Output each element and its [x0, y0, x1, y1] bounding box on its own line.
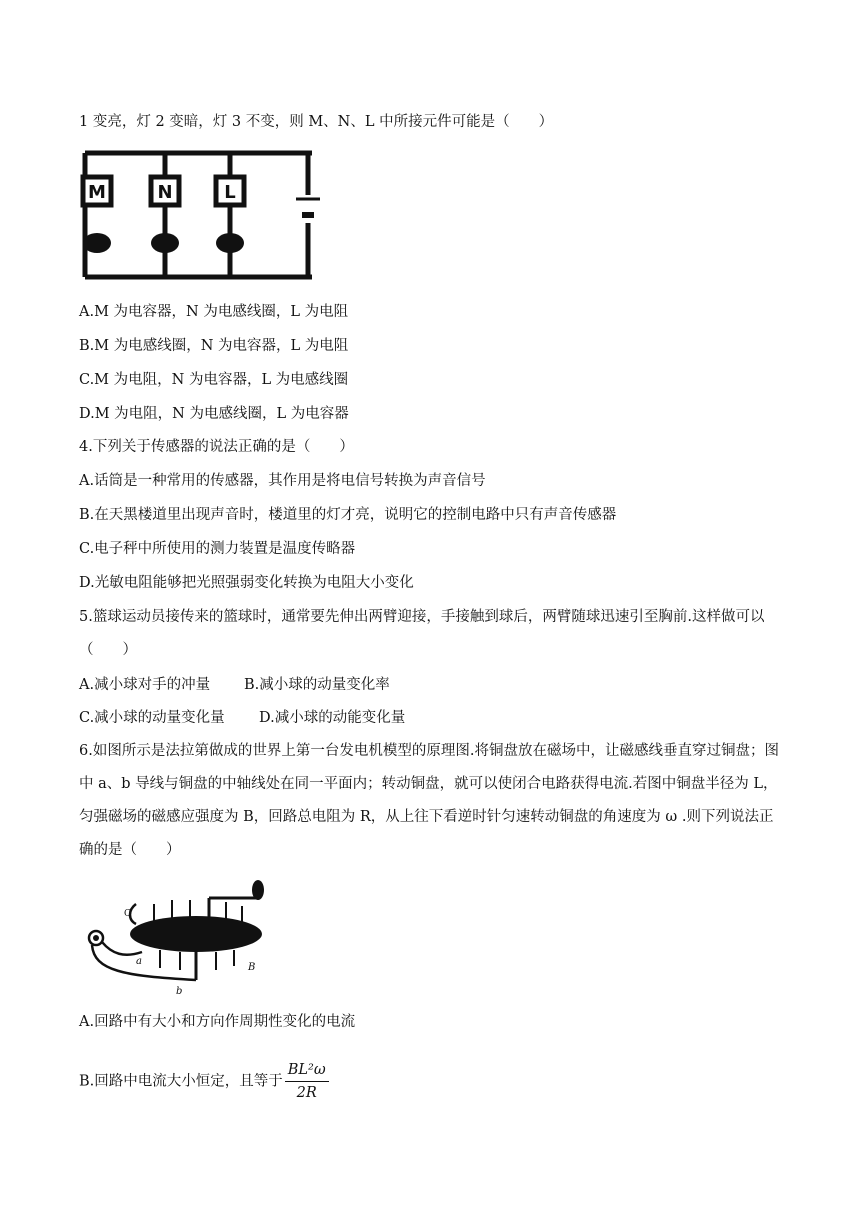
current-formula [285, 1060, 329, 1103]
lamp-3 [216, 233, 244, 253]
q4-option-b: B.在天黑楼道里出现声音时，楼道里的灯才亮，说明它的控制电路中只有声音传感器 [79, 507, 617, 523]
q3-option-d: D.M 为电阻，N 为电感线圈，L 为电容器 [79, 406, 349, 422]
q6-option-b-row [79, 1060, 329, 1103]
component-label-n: N [157, 182, 173, 203]
q5-option-c: C.减小球的动量变化量 [79, 710, 225, 726]
q5-option-d: D.减小球的动能变化量 [259, 710, 406, 726]
component-box-l [216, 177, 244, 205]
copper-disk [130, 916, 262, 952]
q5-options-row-2 [79, 708, 405, 728]
q4-option-d: D.光敏电阻能够把光照强弱变化转换为电阻大小变化 [79, 575, 414, 591]
q6-option-b: B.回路中电流大小恒定，且等于 [79, 1073, 283, 1090]
circuit-diagram [80, 145, 325, 285]
crank-handle [252, 880, 264, 900]
formula-denominator: 2R [296, 1085, 317, 1101]
label-field-b: B [248, 962, 256, 973]
label-a: a [136, 956, 142, 967]
q4-stem: 4.下列关于传感器的说法正确的是（ ） [79, 439, 354, 455]
q6-option-a: A.回路中有大小和方向作周期性变化的电流 [79, 1014, 356, 1030]
lamp-2 [151, 233, 179, 253]
q4-option-c: C.电子秤中所使用的测力装置是温度传略器 [79, 541, 356, 557]
faraday-disk-diagram [84, 876, 274, 1006]
q6-stem: 6.如图所示是法拉第做成的世界上第一台发电机模型的原理图.将铜盘放在磁场中，让磁感线垂直穿过铜盘；图中 a、b 导线与铜盘的中轴线处在同一平面内；转动铜盘，就可以使闭合电路获得电流.若图中铜盘半径为 L，匀强磁场的磁感应强度为 B，回路总电阻为 R，从上往下看逆时针匀速转动铜盘的角速度为 ω .则下列说法正确的是（ ） [79, 743, 779, 858]
component-box-n [151, 177, 179, 205]
q5-option-a: A.减小球对手的冲量 [79, 677, 211, 693]
q5-option-b: B.减小球的动量变化率 [244, 677, 390, 693]
q3-stem: 1 变亮，灯 2 变暗，灯 3 不变，则 M、N、L 中所接元件可能是（ ） [79, 114, 554, 130]
label-b: b [176, 986, 183, 997]
component-label-l: L [224, 182, 236, 203]
q3-option-b: B.M 为电感线圈，N 为电容器，L 为电阻 [79, 338, 349, 354]
component-label-m: M [88, 182, 106, 203]
q4-option-a: A.话筒是一种常用的传感器，其作用是将电信号转换为声音信号 [79, 473, 486, 489]
q5-options-row-1 [79, 675, 390, 695]
q3-option-c: C.M 为电阻，N 为电容器，L 为电感线圈 [79, 372, 349, 388]
label-c: C [124, 909, 131, 919]
component-box-m [83, 177, 111, 205]
formula-numerator: BL²ω [285, 1060, 329, 1082]
q3-option-a: A.M 为电容器，N 为电感线圈，L 为电阻 [79, 304, 349, 320]
lamp-1 [83, 233, 111, 253]
q5-stem: 5.篮球运动员接传来的篮球时，通常要先伸出两臂迎接，手接触到球后，两臂随球迅速引至胸前.这样做可以（ ） [79, 609, 765, 658]
